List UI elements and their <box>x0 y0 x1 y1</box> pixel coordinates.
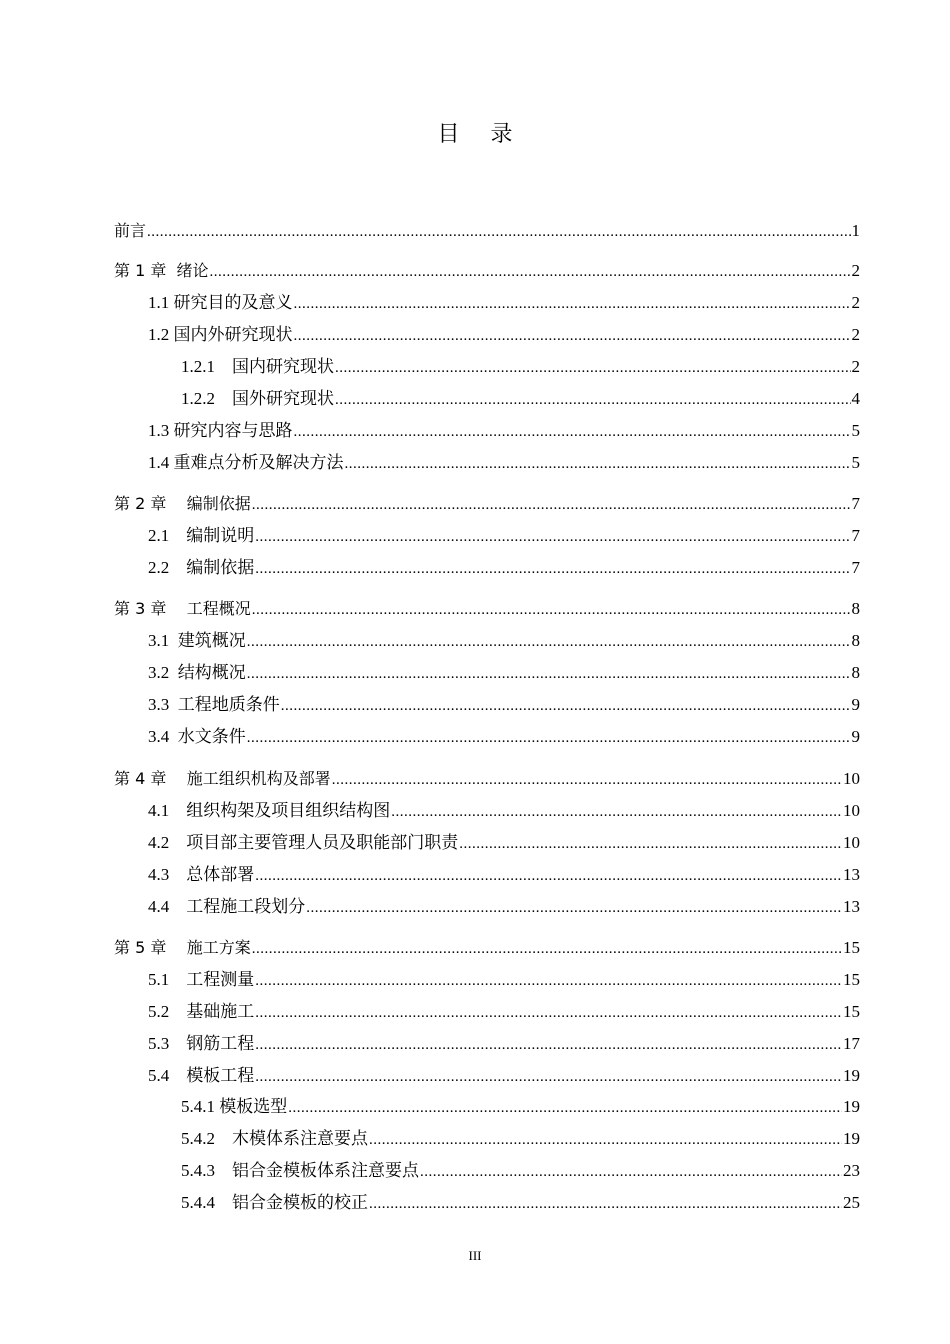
toc-entry-page: 13 <box>843 897 860 916</box>
toc-entry[interactable] <box>181 1095 860 1119</box>
toc-entry[interactable] <box>114 936 860 960</box>
toc-entry-page: 2 <box>851 325 860 344</box>
dot-leader <box>255 864 842 888</box>
toc-entry-label: 第 3 章 工程概况 <box>114 599 251 618</box>
toc-entry[interactable] <box>148 863 860 887</box>
toc-entry-label: 3.4 水文条件 <box>148 727 246 746</box>
dot-leader <box>252 493 851 517</box>
toc-entry-label: 4.4 工程施工段划分 <box>148 897 306 916</box>
toc-entry-page: 1 <box>851 221 860 240</box>
toc-entry[interactable] <box>148 629 860 653</box>
toc-entry-page: 5 <box>851 453 860 472</box>
toc-entry[interactable] <box>148 1064 860 1088</box>
toc-entry-label: 1.3 研究内容与思路 <box>148 421 293 440</box>
toc-entry-label: 1.2.2 国外研究现状 <box>181 389 334 408</box>
dot-leader <box>255 557 850 581</box>
toc-entry[interactable] <box>148 831 860 855</box>
toc-entry-page: 2 <box>851 261 860 280</box>
toc-entry-page: 15 <box>843 970 860 989</box>
toc-entry-page: 7 <box>851 558 860 577</box>
toc-entry-label: 5.4.4 铝合金模板的校正 <box>181 1193 368 1212</box>
toc-entry-label: 第 2 章 编制依据 <box>114 494 251 513</box>
toc-entry-page: 15 <box>843 938 860 957</box>
toc-entry-label: 3.3 工程地质条件 <box>148 695 280 714</box>
dot-leader <box>247 662 851 686</box>
toc-entry-page: 5 <box>851 421 860 440</box>
toc-entry-page: 9 <box>851 695 860 714</box>
dot-leader <box>335 356 851 380</box>
toc-entry-page: 19 <box>843 1066 860 1085</box>
toc-entry-label: 5.4 模板工程 <box>148 1066 255 1085</box>
toc-entry-page: 17 <box>843 1034 860 1053</box>
toc-entry[interactable] <box>148 524 860 548</box>
toc-entry[interactable] <box>148 799 860 823</box>
toc-entry[interactable] <box>148 291 860 315</box>
toc-entry[interactable] <box>148 693 860 717</box>
dot-leader <box>255 1033 842 1057</box>
toc-entry-label: 5.2 基础施工 <box>148 1002 255 1021</box>
dot-leader <box>255 969 842 993</box>
dot-leader <box>294 292 851 316</box>
toc-entry-label: 1.1 研究目的及意义 <box>148 293 293 312</box>
dot-leader <box>332 768 842 792</box>
dot-leader <box>255 1065 842 1089</box>
toc-entry-label: 4.1 组织构架及项目组织结构图 <box>148 801 391 820</box>
dot-leader <box>147 220 850 244</box>
dot-leader <box>247 630 851 654</box>
toc-entry[interactable] <box>148 968 860 992</box>
dot-leader <box>391 800 842 824</box>
dot-leader <box>345 452 851 476</box>
toc-entry[interactable] <box>181 1127 860 1151</box>
dot-leader <box>420 1160 842 1184</box>
toc-entry-page: 8 <box>851 663 860 682</box>
page-title: 目 录 <box>437 122 525 147</box>
toc-entry[interactable] <box>181 387 860 411</box>
dot-leader <box>210 260 851 284</box>
toc-entry[interactable] <box>181 1159 860 1183</box>
toc-entry-page: 19 <box>843 1129 860 1148</box>
toc-entry-page: 10 <box>843 801 860 820</box>
toc-entry[interactable] <box>148 1000 860 1024</box>
toc-entry[interactable] <box>148 556 860 580</box>
toc-entry-label: 3.1 建筑概况 <box>148 631 246 650</box>
dot-leader <box>252 937 842 961</box>
toc-entry[interactable] <box>148 895 860 919</box>
toc-entry-label: 1.2 国内外研究现状 <box>148 325 293 344</box>
toc-entry-page: 25 <box>843 1193 860 1212</box>
toc-entry[interactable] <box>148 451 860 475</box>
toc-entry[interactable] <box>148 1032 860 1056</box>
dot-leader <box>255 525 850 549</box>
dot-leader <box>306 896 842 920</box>
toc-entry-label: 5.4.1 模板选型 <box>181 1097 288 1116</box>
dot-leader <box>459 832 842 856</box>
toc-entry-page: 10 <box>843 833 860 852</box>
dot-leader <box>335 388 851 412</box>
toc-entry-label: 2.2 编制依据 <box>148 558 255 577</box>
toc-entry[interactable] <box>148 323 860 347</box>
toc-entry-page: 15 <box>843 1002 860 1021</box>
toc-entry-label: 4.2 项目部主要管理人员及职能部门职责 <box>148 833 459 852</box>
toc-entry[interactable] <box>148 661 860 685</box>
toc-entry-label: 5.4.3 铝合金模板体系注意要点 <box>181 1161 419 1180</box>
toc-entry[interactable] <box>181 355 860 379</box>
toc-entry-page: 10 <box>843 769 860 788</box>
toc-entry-label: 前言 <box>114 221 147 240</box>
toc-entry-page: 8 <box>851 631 860 650</box>
toc-entry-page: 19 <box>843 1097 860 1116</box>
toc-entry-page: 7 <box>851 494 860 513</box>
toc-entry-page: 7 <box>851 526 860 545</box>
toc-entry-label: 1.4 重难点分析及解决方法 <box>148 453 344 472</box>
toc-entry-label: 第 4 章 施工组织机构及部署 <box>114 769 331 788</box>
toc-entry-page: 2 <box>851 293 860 312</box>
dot-leader <box>252 598 851 622</box>
toc-entry[interactable] <box>148 725 860 749</box>
toc-entry-label: 1.2.1 国内研究现状 <box>181 357 334 376</box>
dot-leader <box>294 324 851 348</box>
toc-entry-page: 9 <box>851 727 860 746</box>
dot-leader <box>247 726 851 750</box>
toc-entry-label: 第 1 章 绪论 <box>114 261 209 280</box>
toc-entry-page: 4 <box>851 389 860 408</box>
toc-entry-page: 2 <box>851 357 860 376</box>
toc-entry[interactable] <box>148 419 860 443</box>
dot-leader <box>369 1128 842 1152</box>
toc-entry-label: 5.3 钢筋工程 <box>148 1034 255 1053</box>
toc-entry-label: 5.4.2 木模体系注意要点 <box>181 1129 368 1148</box>
toc-entry-label: 3.2 结构概况 <box>148 663 246 682</box>
toc-entry-page: 13 <box>843 865 860 884</box>
dot-leader <box>255 1001 842 1025</box>
toc-entry-label: 4.3 总体部署 <box>148 865 255 884</box>
toc-entry-label: 2.1 编制说明 <box>148 526 255 545</box>
page-number-footer: III <box>468 1248 482 1263</box>
toc-entry[interactable] <box>114 219 860 243</box>
toc-entry-label: 第 5 章 施工方案 <box>114 938 251 957</box>
toc-entry[interactable] <box>114 492 860 516</box>
toc-entry[interactable] <box>114 597 860 621</box>
toc-entry-page: 23 <box>843 1161 860 1180</box>
toc-entry[interactable] <box>181 1191 860 1215</box>
toc-entry[interactable] <box>114 767 860 791</box>
dot-leader <box>369 1192 842 1216</box>
dot-leader <box>288 1096 842 1120</box>
toc-entry[interactable] <box>114 259 860 283</box>
toc-entry-page: 8 <box>851 599 860 618</box>
dot-leader <box>281 694 851 718</box>
dot-leader <box>294 420 851 444</box>
toc-entry-label: 5.1 工程测量 <box>148 970 255 989</box>
